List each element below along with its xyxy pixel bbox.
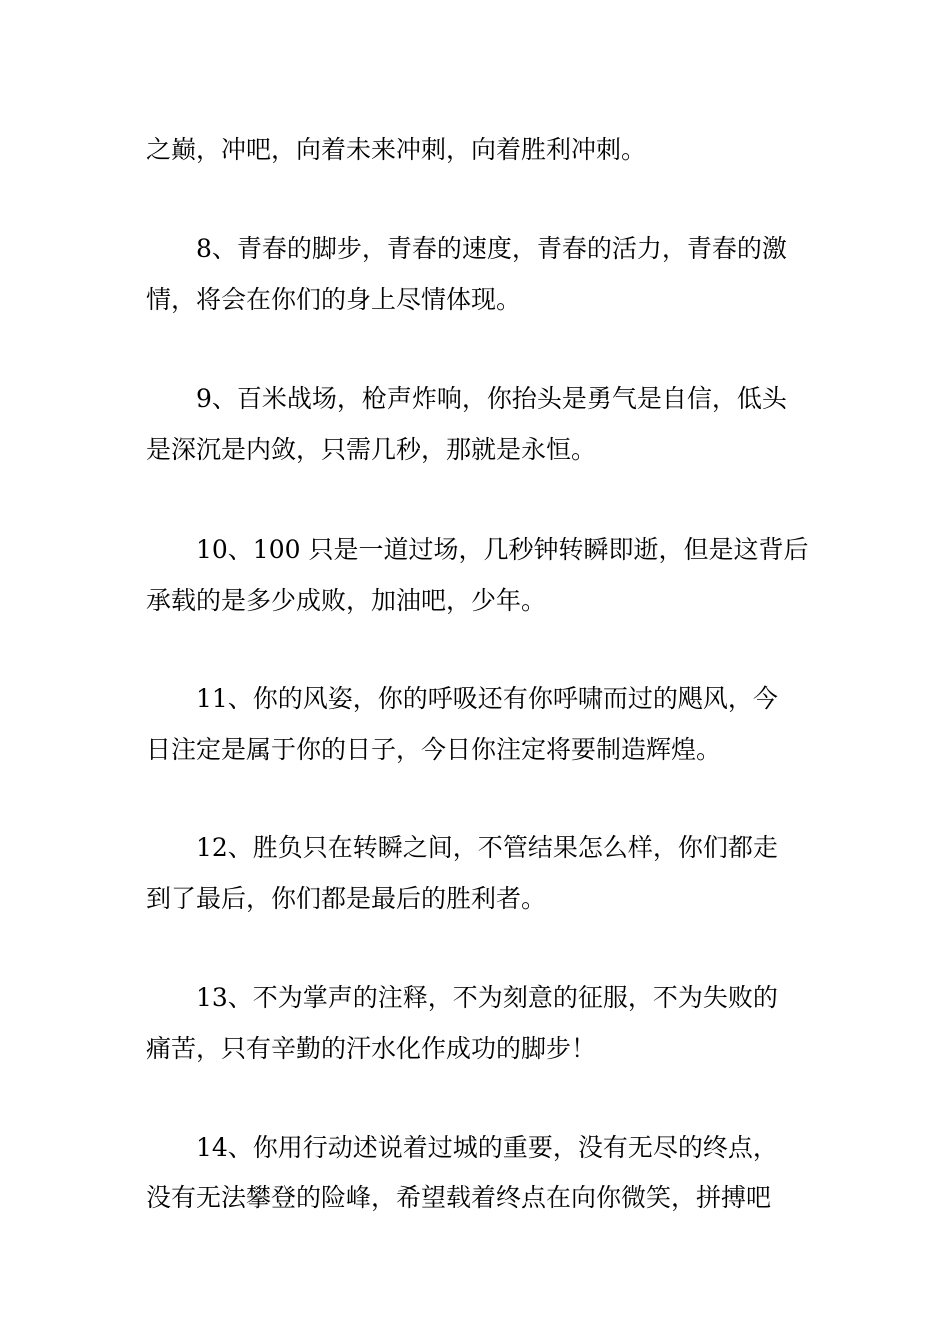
paragraph-line: 情，将会在你们的身上尽情体现。 bbox=[146, 285, 522, 314]
paragraph-line: 之巅，冲吧，向着未来冲刺，向着胜利冲刺。 bbox=[146, 135, 647, 164]
paragraph-line: 到了最后，你们都是最后的胜利者。 bbox=[146, 884, 547, 913]
paragraph-line: 日注定是属于你的日子，今日你注定将要制造辉煌。 bbox=[146, 735, 722, 764]
paragraph-line: 没有无法攀登的险峰，希望载着终点在向你微笑，拼搏吧 bbox=[146, 1183, 772, 1212]
paragraph-line: 9、百米战场，枪声炸响，你抬头是勇气是自信，低头 bbox=[196, 384, 787, 413]
paragraph-line: 8、青春的脚步，青春的速度，青春的活力，青春的激 bbox=[196, 234, 787, 263]
paragraph-line: 10、100 只是一道过场，几秒钟转瞬即逝，但是这背后 bbox=[196, 535, 809, 564]
paragraph-line: 12、胜负只在转瞬之间，不管结果怎么样，你们都走 bbox=[196, 833, 778, 862]
paragraph-line: 13、不为掌声的注释，不为刻意的征服，不为失败的 bbox=[196, 983, 778, 1012]
paragraph-line: 痛苦，只有辛勤的汗水化作成功的脚步！ bbox=[146, 1034, 597, 1063]
paragraph-line: 是深沉是内敛，只需几秒，那就是永恒。 bbox=[146, 435, 597, 464]
paragraph-line: 14、你用行动述说着过城的重要，没有无尽的终点， bbox=[196, 1133, 778, 1162]
paragraph-line: 承载的是多少成败，加油吧，少年。 bbox=[146, 586, 547, 615]
paragraph-line: 11、你的风姿，你的呼吸还有你呼啸而过的飓风，今 bbox=[196, 684, 778, 713]
